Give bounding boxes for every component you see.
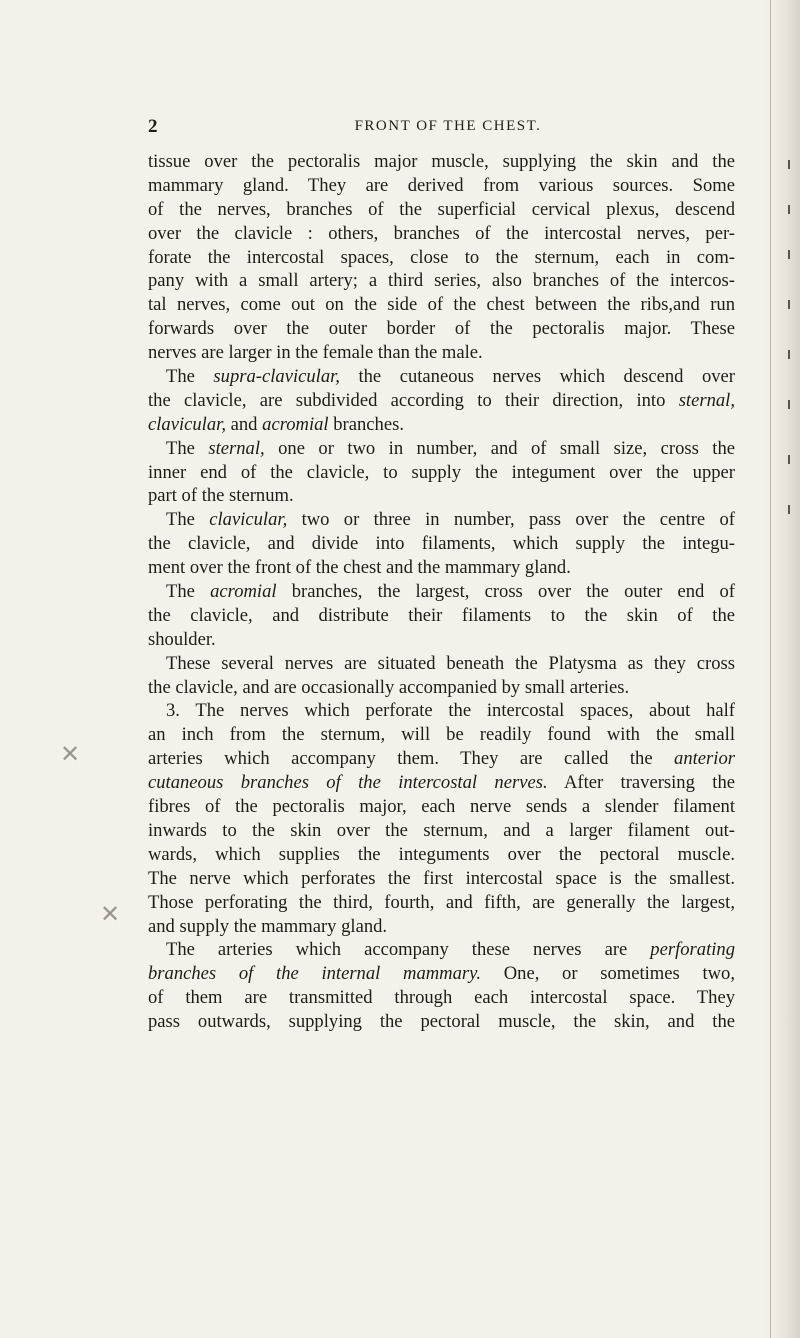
edge-mark (788, 505, 790, 514)
text-line: forwards over the outer border of the pectoralis major. These (148, 318, 735, 340)
text-line: the clavicle, and divide into filaments, which supply the integu- (148, 533, 735, 555)
text-line: tal nerves, come out on the side of the chest between the ribs,and run (148, 294, 735, 316)
margin-pencil-mark: ✕ (60, 742, 81, 768)
body-text (148, 150, 735, 1034)
text-line: and supply the mammary gland. (148, 915, 388, 937)
text-line: These several nerves are situated beneath the Platysma as they cross (166, 652, 735, 674)
italic-term: anterior (674, 748, 735, 770)
text-line: branches of the internal mammary. One, or sometimes two, (148, 963, 735, 985)
text-line: wards, which supplies the integuments over the pectoral muscle. (148, 843, 735, 865)
text-line: tissue over the pectoralis major muscle, supplying the skin and the (148, 151, 735, 172)
italic-term: clavicular, (209, 509, 288, 531)
running-head: FRONT OF THE CHEST. (354, 118, 542, 134)
text-line: 3. The nerves which perforate the intercostal spaces, about half (166, 700, 735, 722)
text-line: the clavicle, and distribute their filaments to the skin of the (148, 604, 735, 626)
text-line: forate the intercostal spaces, close to the sternum, each in com- (148, 246, 735, 268)
edge-mark (788, 455, 790, 464)
text-line: clavicular, and acromial branches. (148, 413, 404, 435)
text-line: pass outwards, supplying the pectoral muscle, the skin, and the (148, 1011, 735, 1033)
italic-term: supra-clavicular, (213, 366, 340, 388)
edge-mark (788, 400, 790, 409)
text-line: shoulder. (148, 628, 216, 650)
edge-mark (788, 250, 790, 259)
text-line: of them are transmitted through each intercostal space. They (148, 987, 735, 1009)
page-header (148, 116, 748, 140)
text-line: over the clavicle : others, branches of the intercostal nerves, per- (148, 222, 735, 244)
edge-mark (788, 300, 790, 309)
text-line: mammary gland. They are derived from various sources. Some (148, 174, 735, 196)
binding-line (770, 0, 771, 1338)
text-line: The supra-clavicular, the cutaneous nerves which descend over (166, 366, 735, 388)
text-line: arteries which accompany them. They are called the anterior (148, 748, 735, 770)
italic-term: branches of the internal mammary. (148, 963, 482, 985)
text-line: inwards to the skin over the sternum, and a larger filament out- (148, 819, 735, 841)
text-line: The acromial branches, the largest, cross over the outer end of (166, 581, 735, 603)
text-line: The clavicular, two or three in number, pass over the centre of (166, 509, 735, 531)
text-line: an inch from the sternum, will be readily found with the small (148, 724, 735, 746)
italic-term: perforating (650, 939, 735, 961)
text-line: cutaneous branches of the intercostal nerves. After traversing the (148, 772, 735, 794)
edge-mark (788, 350, 790, 359)
italic-term: acromial (262, 413, 329, 435)
text-line: The sternal, one or two in number, and of small size, cross the (166, 437, 735, 459)
text-line: Those perforating the third, fourth, and fifth, are generally the largest, (148, 891, 735, 913)
italic-term: sternal, (678, 389, 735, 411)
edge-mark (788, 160, 790, 169)
text-line: the clavicle, are subdivided according to their direction, into sternal, (148, 389, 735, 411)
page-number: 2 (148, 116, 158, 137)
italic-term: sternal, (208, 437, 265, 459)
text-line: The arteries which accompany these nerves are perforating (166, 939, 735, 961)
text-line: The nerve which perforates the first intercostal space is the smallest. (148, 867, 735, 889)
text-line: of the nerves, branches of the superficial cervical plexus, descend (148, 198, 735, 220)
margin-pencil-mark: ✕ (100, 902, 121, 928)
text-line: part of the sternum. (148, 485, 294, 507)
text-line: nerves are larger in the female than the male. (148, 342, 483, 364)
text-line: ment over the front of the chest and the mammary gland. (148, 557, 571, 579)
italic-term: acromial (210, 581, 277, 603)
italic-term: clavicular, (148, 413, 226, 435)
italic-term: cutaneous branches of the intercostal nerves. (148, 772, 548, 794)
page-edge-shadow (766, 0, 800, 1338)
text-line: fibres of the pectoralis major, each nerve sends a slender filament (148, 796, 735, 818)
text-line: the clavicle, and are occasionally accompanied by small arteries. (148, 676, 630, 698)
text-line: pany with a small artery; a third series, also branches of the intercos- (148, 270, 735, 292)
text-line: inner end of the clavicle, to supply the integument over the upper (148, 461, 735, 483)
edge-mark (788, 205, 790, 214)
